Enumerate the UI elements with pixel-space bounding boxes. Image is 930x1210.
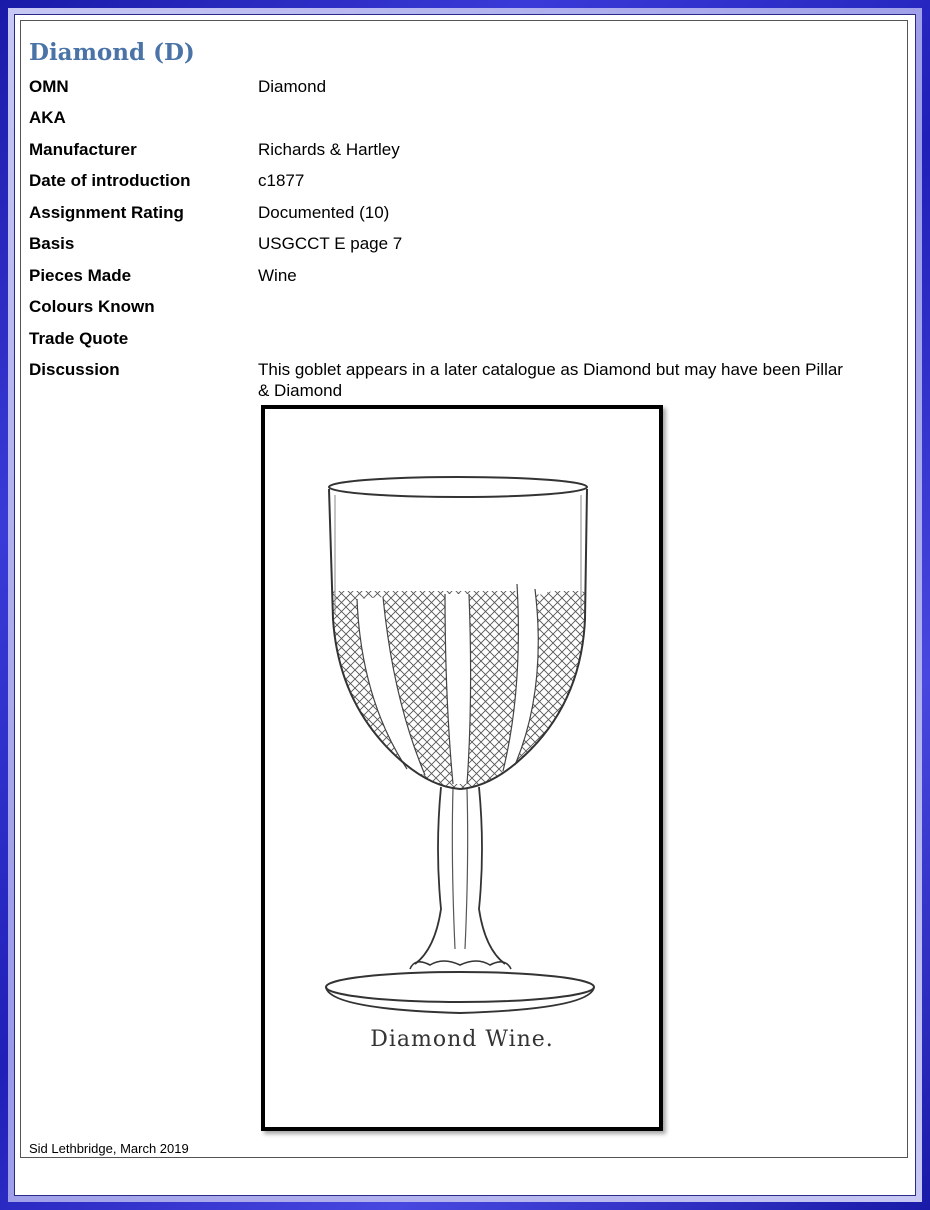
field-value: c1877 [258, 171, 305, 190]
field-label: Manufacturer [29, 140, 137, 159]
field-label: Colours Known [29, 297, 155, 316]
field-label: Basis [29, 234, 75, 253]
field-label: Date of introduction [29, 171, 191, 190]
field-value: Wine [258, 266, 297, 285]
field-label: Assignment Rating [29, 203, 184, 222]
field-label: OMN [29, 77, 69, 96]
field-value: This goblet appears in a later catalogue as Diamond but may have been Pillar & Diamond [258, 360, 843, 400]
footer-author: Sid Lethbridge, March 2019 [29, 1141, 189, 1156]
field-value: USGCCT E page 7 [258, 234, 403, 253]
field-value: Diamond [258, 77, 327, 96]
page-title: Diamond (D) [29, 39, 195, 66]
field-label: Pieces Made [29, 266, 132, 285]
field-value: Documented (10) [258, 203, 390, 222]
field-label: AKA [29, 108, 66, 127]
wine-goblet-illustration-icon [265, 409, 659, 1127]
field-label: Discussion [29, 360, 120, 379]
image-caption: Diamond Wine. [370, 1027, 554, 1052]
document-page [20, 20, 908, 1158]
goblet-image-frame [261, 405, 663, 1131]
field-label: Trade Quote [29, 329, 129, 348]
field-value: Richards & Hartley [258, 140, 400, 159]
